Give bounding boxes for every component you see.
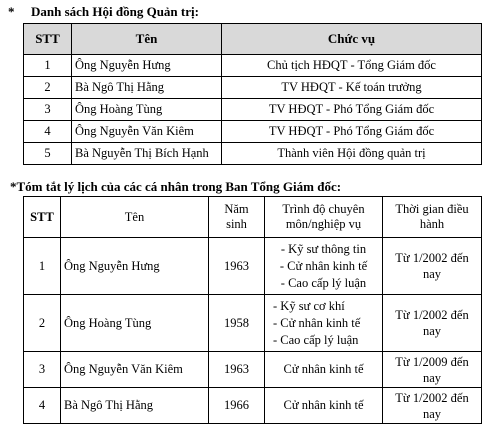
period-line: nay: [422, 324, 442, 338]
period-line: Từ 1/2009 đến: [395, 354, 469, 369]
heading-bullet: *: [8, 4, 15, 19]
header-name: Tên: [61, 197, 209, 238]
header-stt: STT: [24, 197, 61, 238]
row-name: Ông Nguyễn Hưng: [61, 238, 209, 295]
row-qualification: [265, 388, 383, 424]
row-stt: 3: [24, 352, 61, 388]
row-stt: 5: [24, 143, 72, 165]
row-name: Ông Hoàng Tùng: [61, 295, 209, 352]
qual-line: - Cử nhân kinh tế: [273, 315, 361, 330]
management-heading-text: *Tóm tắt lý lịch của các cá nhân trong Ban Tổng Giám đốc:: [10, 179, 342, 194]
qual-line: Cử nhân kinh tế: [283, 362, 364, 376]
header-stt: STT: [24, 24, 72, 55]
row-stt: 1: [24, 238, 61, 295]
table-row: [24, 121, 482, 143]
row-name: Bà Nguyễn Thị Bích Hạnh: [72, 143, 222, 165]
row-stt: 4: [24, 121, 72, 143]
table-row: [24, 99, 482, 121]
row-stt: 3: [24, 99, 72, 121]
management-heading: [10, 179, 341, 195]
table-row: [24, 352, 482, 388]
row-position: TV HĐQT - Phó Tổng Giám đốc: [222, 99, 482, 121]
row-qualification: [265, 238, 383, 295]
row-birth: 1966: [209, 388, 265, 424]
period-line: Từ 1/2002 đến: [395, 308, 469, 322]
header-period-line2: hành: [419, 217, 445, 231]
header-position: Chức vụ: [222, 24, 482, 55]
header-qualification: [265, 197, 383, 238]
period-line: nay: [422, 370, 442, 385]
row-name: Ông Nguyễn Hưng: [72, 55, 222, 77]
qual-line: - Cao cấp lý luận: [280, 275, 367, 290]
row-period: [383, 388, 482, 424]
row-position: Chủ tịch HĐQT - Tổng Giám đốc: [222, 55, 482, 77]
row-birth: 1963: [209, 238, 265, 295]
table-row: [24, 143, 482, 165]
header-name: Tên: [72, 24, 222, 55]
row-period: [383, 238, 482, 295]
qual-line: - Kỹ sư thông tin: [280, 241, 367, 256]
qual-line: Cử nhân kinh tế: [283, 398, 364, 412]
row-stt: 4: [24, 388, 61, 424]
table-row: [24, 77, 482, 99]
board-table: [23, 23, 482, 165]
row-qualification: [265, 352, 383, 388]
header-period: [383, 197, 482, 238]
period-line: Từ 1/2002 đến: [395, 251, 469, 265]
qual-line: - Cao cấp lý luận: [273, 332, 359, 347]
row-period: [383, 295, 482, 352]
row-stt: 2: [24, 77, 72, 99]
row-position: Thành viên Hội đồng quản trị: [222, 143, 482, 165]
header-qual-line1: Trình độ chuyên: [282, 202, 365, 216]
header-birth-line2: sinh: [226, 217, 247, 231]
qual-line: - Cử nhân kinh tế: [279, 258, 368, 273]
management-table-header: [24, 197, 482, 238]
row-name: Bà Ngô Thị Hằng: [61, 388, 209, 424]
table-row: [24, 295, 482, 352]
row-name: Bà Ngô Thị Hằng: [72, 77, 222, 99]
header-qual-line2: môn/nghiệp vụ: [285, 217, 362, 231]
qual-line: - Kỹ sư cơ khí: [273, 298, 345, 313]
row-name: Ông Hoàng Tùng: [72, 99, 222, 121]
header-birth-year: [209, 197, 265, 238]
row-position: TV HĐQT - Phó Tổng Giám đốc: [222, 121, 482, 143]
period-line: nay: [422, 406, 442, 421]
row-name: Ông Nguyễn Văn Kiêm: [61, 352, 209, 388]
header-period-line1: Thời gian điều: [395, 202, 469, 216]
table-row: [24, 55, 482, 77]
management-table: [23, 196, 482, 424]
table-row: [24, 238, 482, 295]
row-position: TV HĐQT - Kế toán trưởng: [222, 77, 482, 99]
row-birth: 1963: [209, 352, 265, 388]
board-table-header: [24, 24, 482, 55]
row-stt: 1: [24, 55, 72, 77]
board-heading-text: Danh sách Hội đồng Quản trị:: [31, 4, 199, 19]
table-row: [24, 388, 482, 424]
board-heading: [8, 4, 199, 20]
period-line: nay: [422, 267, 442, 281]
row-name: Ông Nguyễn Văn Kiêm: [72, 121, 222, 143]
row-qualification: [265, 295, 383, 352]
row-stt: 2: [24, 295, 61, 352]
row-period: [383, 352, 482, 388]
period-line: Từ 1/2002 đến: [395, 390, 469, 405]
row-birth: 1958: [209, 295, 265, 352]
header-birth-line1: Năm: [224, 202, 249, 216]
